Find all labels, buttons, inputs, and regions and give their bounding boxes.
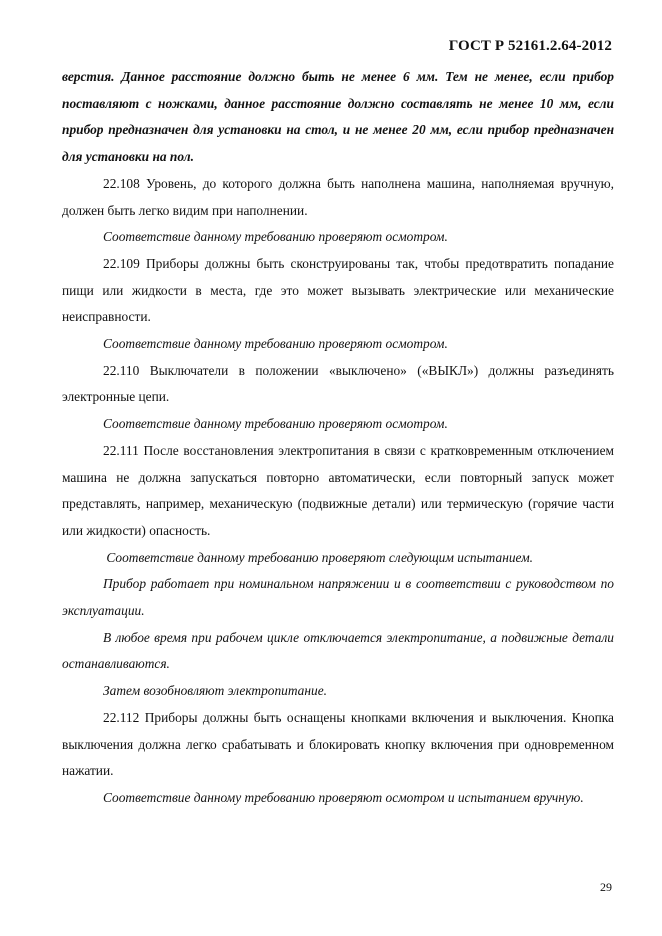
compliance-note: Соответствие данному требованию проверяют осмотром и испытанием вручную. — [103, 789, 584, 805]
compliance-note: Соответствие данному требованию проверяют осмотром. — [103, 229, 448, 245]
test-procedure: Прибор работает при номинальном напряжении и в соответствии с руководством по эксплуатации. — [62, 576, 614, 619]
page-number: 29 — [600, 880, 612, 894]
compliance-note: Соответствие данному требованию проверяют осмотром. — [103, 416, 448, 432]
clause-22-109: 22.109 Приборы должны быть сконструированы так, чтобы предотвратить попадание пищи или жидкости в места, где это может вызывать электрические или механические неисправности. — [62, 255, 614, 325]
test-procedure: В любое время при рабочем цикле отключается электропитание, а подвижные детали останавливаются. — [62, 629, 614, 672]
compliance-note: Соответствие данному требованию проверяют следующим испытанием. — [103, 549, 534, 565]
clause-22-111: 22.111 После восстановления электропитания в связи с кратковременным отключением машина не должна запускаться повторно автоматически, если повторный запуск может представлять, например, механическую (подвижные детали) или термическую (горячие части или жидкости) опасность. — [62, 442, 614, 538]
clause-22-110: 22.110 Выключатели в положении «выключено» («ВЫКЛ») должны разъединять электронные цепи. — [62, 362, 614, 405]
document-header: ГОСТ Р 52161.2.64-2012 — [448, 38, 612, 54]
page-body — [62, 64, 614, 812]
paragraph-continuation: верстия. Данное расстояние должно быть не менее 6 мм. Тем не менее, если прибор поставляют с ножками, данное расстояние должно составлять не менее 10 мм, если прибор предназначен для установки на стол, и не менее 20 мм, если прибор предназначен для установки на пол. — [62, 69, 614, 165]
clause-22-112: 22.112 Приборы должны быть оснащены кнопками включения и выключения. Кнопка выключения должна легко срабатывать и блокировать кнопку включения при одновременном нажатии. — [62, 709, 614, 779]
clause-22-108: 22.108 Уровень, до которого должна быть наполнена машина, наполняемая вручную, должен быть легко видим при наполнении. — [62, 175, 614, 218]
test-procedure: Затем возобновляют электропитание. — [103, 683, 328, 699]
compliance-note: Соответствие данному требованию проверяют осмотром. — [103, 336, 448, 352]
